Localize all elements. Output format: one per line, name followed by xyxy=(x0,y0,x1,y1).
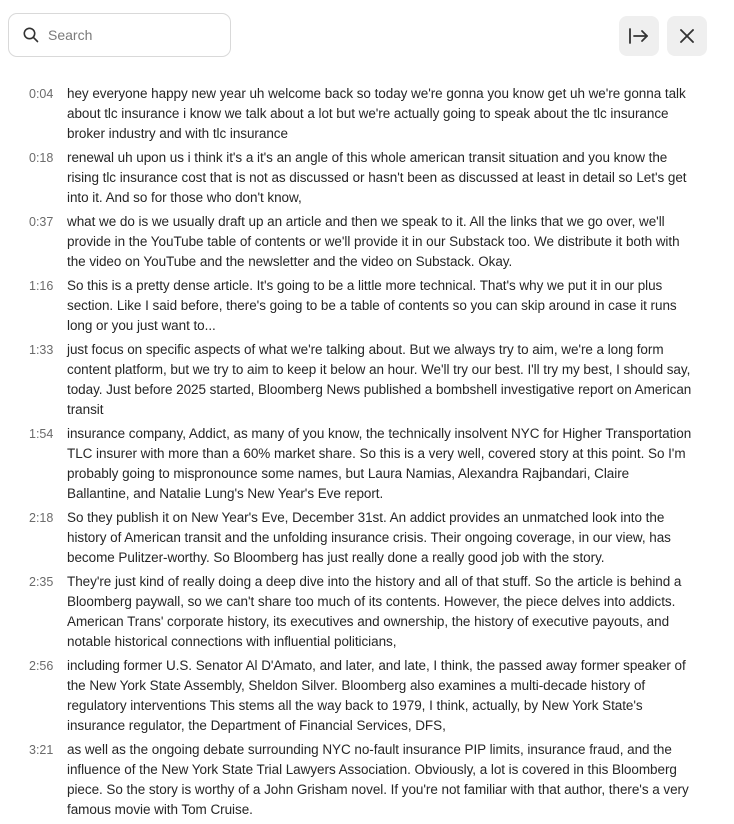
transcript-segment[interactable] xyxy=(0,572,734,652)
segment-text: renewal uh upon us i think it's a it's an angle of this whole american transit situation and you know the rising tlc insurance cost that is not as discussed or hasn't been as discussed at least in detail so Let's get into it. And so for those who don't know, xyxy=(67,150,687,205)
segment-timestamp[interactable]: 3:21 xyxy=(29,743,54,757)
transcript-segment[interactable] xyxy=(0,508,734,568)
segment-text: So they publish it on New Year's Eve, December 31st. An addict provides an unmatched look into the history of American transit and the unfolding insurance crisis. Their ongoing coverage, in our view, has become Pulitzer-worthy. So Bloomberg has just really done a really good job with the story. xyxy=(67,510,671,565)
close-button[interactable] xyxy=(667,16,707,56)
segment-timestamp[interactable]: 1:54 xyxy=(29,427,54,441)
collapse-panel-button[interactable] xyxy=(619,16,659,56)
transcript-segment[interactable] xyxy=(0,84,734,144)
segment-text: insurance company, Addict, as many of you know, the technically insolvent NYC for Higher Transportation TLC insurer with more than a 60% market share. So this is a very well, covered story at this point. So I'm probably going to mispronounce some names, but Laura Namias, Alexandra Rajbandari, Claire Ballantine, and Natalie Lung's New Year's Eve report. xyxy=(67,426,692,501)
top-bar xyxy=(0,0,734,72)
segment-text: what we do is we usually draft up an article and then we speak to it. All the links that we go over, we'll provide in the YouTube table of contents or we'll provide it in our Substack too. We distribute it both with the video on YouTube and the newsletter and the video on Substack. Okay. xyxy=(67,214,680,269)
segment-timestamp[interactable]: 0:37 xyxy=(29,215,54,229)
segment-text: They're just kind of really doing a deep dive into the history and all of that stuff. So the article is behind a Bloomberg paywall, so we can't share too much of its contents. However, the piece delves into addicts. American Trans' corporate history, its executives and ownership, the history of executive payouts, and notable historical connections with influential politicians, xyxy=(67,574,682,649)
segment-text: just focus on specific aspects of what we're talking about. But we always try to aim, we're a long form content platform, but we try to aim to keep it below an hour. We'll try our best. I'll try my best, I should say, today. Just before 2025 started, Bloomberg News published a bombshell investigative report on American transit xyxy=(67,342,692,417)
search-box[interactable] xyxy=(8,13,231,57)
transcript-list xyxy=(0,84,734,824)
arrow-right-to-bar-icon xyxy=(628,27,650,45)
search-input[interactable] xyxy=(48,27,208,43)
segment-timestamp[interactable]: 0:04 xyxy=(29,87,54,101)
search-icon xyxy=(22,26,40,44)
transcript-segment[interactable] xyxy=(0,212,734,272)
segment-timestamp[interactable]: 2:18 xyxy=(29,511,54,525)
segment-text: hey everyone happy new year uh welcome back so today we're gonna you know get uh we're gonna talk about tlc insurance i know we talk about a lot but we're actually going to speak about the tlc insurance broker industry and with tlc insurance xyxy=(67,86,686,141)
segment-text: as well as the ongoing debate surrounding NYC no-fault insurance PIP limits, insurance fraud, and the influence of the New York State Trial Lawyers Association. Obviously, a lot is covered in this Bloomberg piece. So the story is worthy of a John Grisham novel. If you're not familiar with that author, there's a very famous movie with Tom Cruise. xyxy=(67,742,689,817)
transcript-segment[interactable] xyxy=(0,656,734,736)
transcript-segment[interactable] xyxy=(0,424,734,504)
transcript-segment[interactable] xyxy=(0,276,734,336)
transcript-segment[interactable] xyxy=(0,148,734,208)
segment-text: So this is a pretty dense article. It's going to be a little more technical. That's why we put it in our plus section. Like I said before, there's going to be a table of contents so you can skip around in case it runs long or you just want to... xyxy=(67,278,677,333)
transcript-segment[interactable] xyxy=(0,740,734,820)
close-icon xyxy=(678,27,696,45)
segment-timestamp[interactable]: 2:56 xyxy=(29,659,54,673)
segment-timestamp[interactable]: 1:16 xyxy=(29,279,54,293)
segment-timestamp[interactable]: 0:18 xyxy=(29,151,54,165)
segment-text: including former U.S. Senator Al D'Amato, and later, and late, I think, the passed away former speaker of the New York State Assembly, Sheldon Silver. Bloomberg also examines a multi-decade history of regulatory interventions This stems all the way back to 1979, I think, actually, by New York State's insurance regulator, the Department of Financial Services, DFS, xyxy=(67,658,686,733)
segment-timestamp[interactable]: 2:35 xyxy=(29,575,54,589)
segment-timestamp[interactable]: 1:33 xyxy=(29,343,54,357)
transcript-segment[interactable] xyxy=(0,340,734,420)
